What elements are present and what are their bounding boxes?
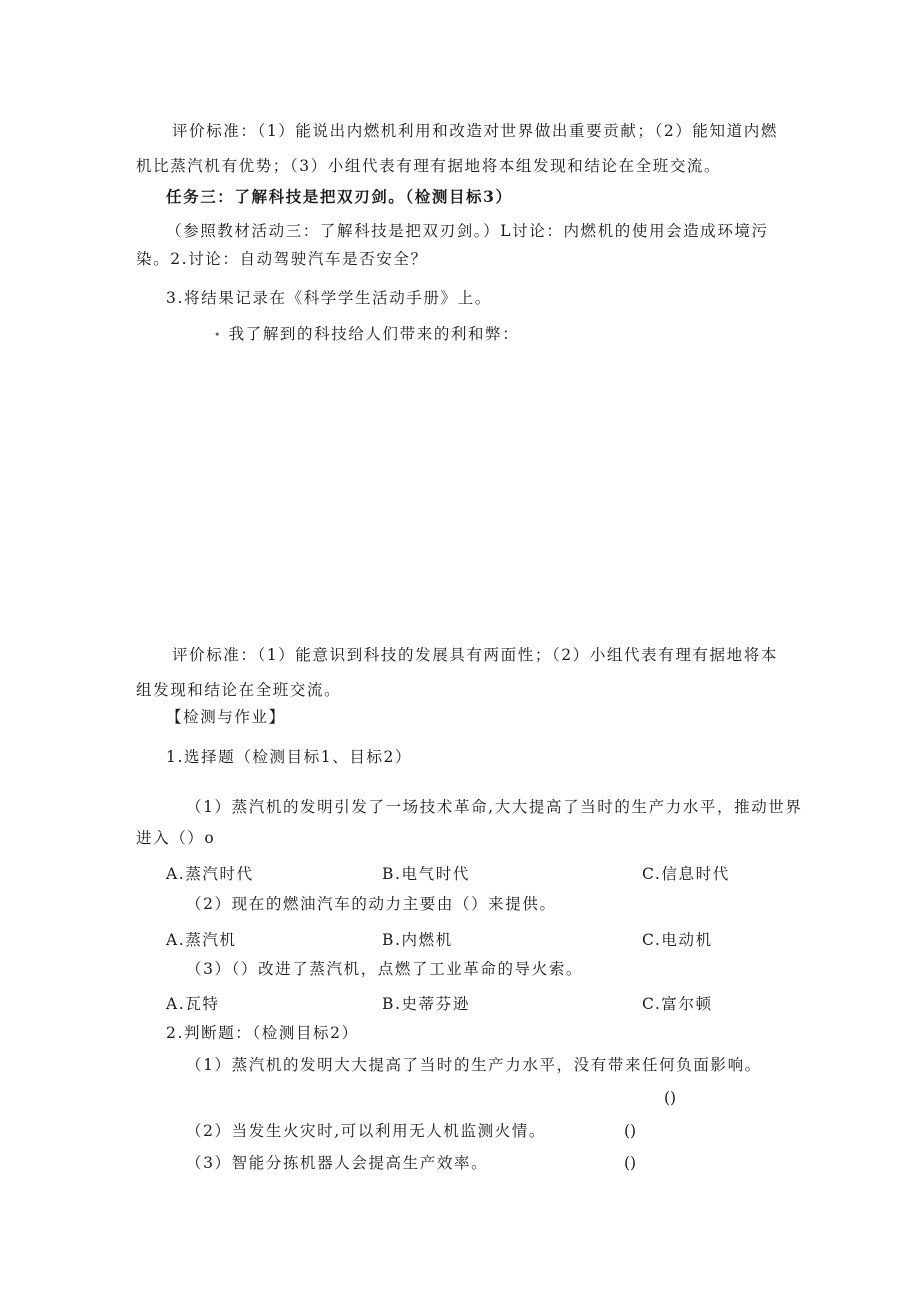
task3-record-instruction: 3.将结果记录在《科学学生活动手册》上。 bbox=[166, 289, 492, 307]
choice-q2: （2）现在的燃油汽车的动力主要由（）来提供。 bbox=[186, 895, 557, 913]
choice-section-title: 1.选择题（检测目标1、目标2） bbox=[166, 748, 413, 766]
homework-heading: 【检测与作业】 bbox=[166, 708, 286, 726]
judge-j1-answer-blank[interactable]: () bbox=[664, 1089, 677, 1107]
criteria-1-line-1: 评价标准：（1）能说出内燃机利用和改造对世界做出重要贡献；（2）能知道内燃 bbox=[172, 122, 778, 140]
choice-q1-line-1: （1）蒸汽机的发明引发了一场技术革命,大大提高了当时的生产力水平，推动世界 bbox=[186, 798, 803, 816]
q2-option-a: A.蒸汽机 bbox=[166, 931, 237, 949]
q1-option-c: C.信息时代 bbox=[642, 865, 730, 883]
criteria-2-line-2: 组发现和结论在全班交流。 bbox=[136, 681, 342, 699]
q2-option-c: C.电动机 bbox=[642, 931, 713, 949]
criteria-2-line-1: 评价标准：（1）能意识到科技的发展具有两面性；（2）小组代表有理有据地将本 bbox=[172, 646, 778, 664]
criteria-1-line-2: 机比蒸汽机有优势；（3）小组代表有理有据地将本组发现和结论在全班交流。 bbox=[136, 157, 722, 175]
q2-option-b: B.内燃机 bbox=[382, 931, 453, 949]
judge-j1: （1）蒸汽机的发明大大提高了当时的生产力水平，没有带来任何负面影响。 bbox=[186, 1056, 762, 1074]
judge-j3: （3）智能分拣机器人会提高生产效率。 bbox=[186, 1154, 489, 1172]
judge-section-title: 2.判断题：（检测目标2） bbox=[166, 1024, 359, 1042]
task3-reference-line-2: 染。2.讨论：自动驾驶汽车是否安全？ bbox=[136, 250, 428, 268]
q1-option-a: A.蒸汽时代 bbox=[166, 865, 254, 883]
q3-option-a: A.瓦特 bbox=[166, 995, 220, 1013]
bullet-mark: • bbox=[214, 328, 223, 342]
q3-option-c: C.富尔顿 bbox=[642, 995, 713, 1013]
task3-reference-line-1: （参照教材活动三：了解科技是把双刃剑。）L讨论：内燃机的使用会造成环境污 bbox=[166, 222, 769, 240]
judge-j2-answer-blank[interactable]: () bbox=[624, 1122, 637, 1140]
choice-q1-line-2: 进入（）o bbox=[136, 829, 216, 847]
choice-q3: （3）（）改进了蒸汽机，点燃了工业革命的导火索。 bbox=[186, 960, 584, 978]
q1-option-b: B.电气时代 bbox=[382, 865, 470, 883]
bullet-text: 我了解到的科技给人们带来的利和弊： bbox=[228, 325, 520, 343]
q3-option-b: B.史蒂芬逊 bbox=[382, 995, 470, 1013]
judge-j3-answer-blank[interactable]: () bbox=[624, 1154, 637, 1172]
task3-bullet-item bbox=[214, 325, 519, 344]
judge-j2: （2）当发生火灾时,可以利用无人机监测火情。 bbox=[186, 1122, 546, 1140]
task3-heading: 任务三：了解科技是把双刃剑。（检测目标3） bbox=[166, 187, 513, 206]
